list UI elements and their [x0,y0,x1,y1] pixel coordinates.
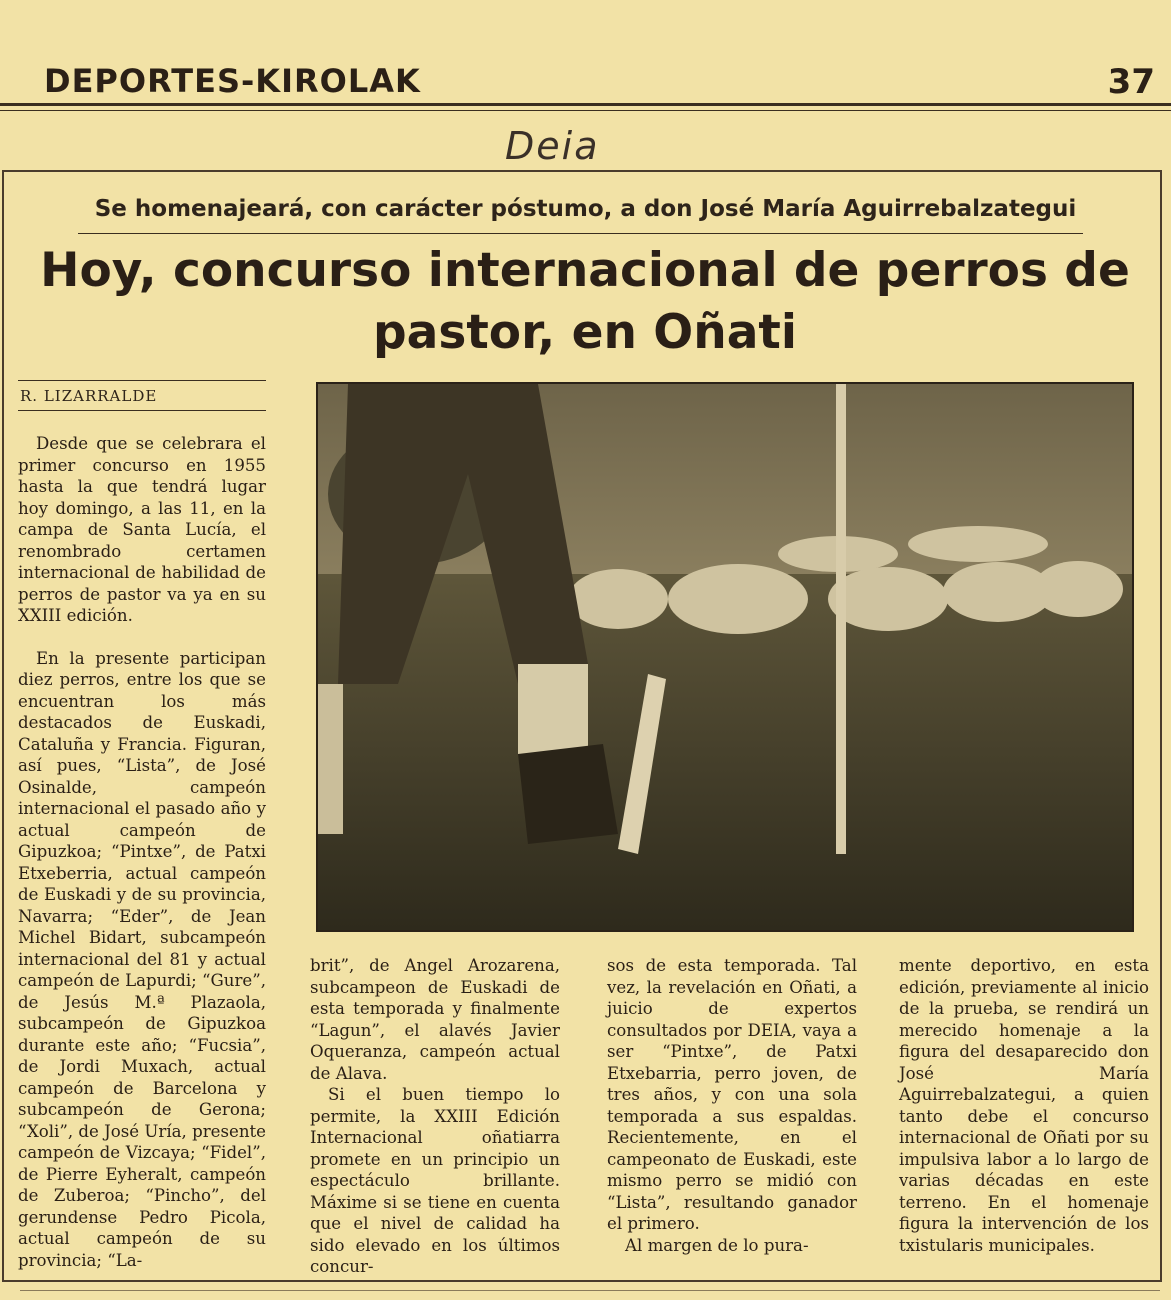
article-column-3 [607,955,857,1256]
headline-line-2: pastor, en Oñati [373,305,797,360]
section-title: DEPORTES-KIROLAK [44,62,421,100]
paragraph: sos de esta temporada. Tal vez, la revelación en Oñati, a juicio de expertos consultados por DEIA, vaya a ser “Pintxe”, de Patxi Etxebarria, perro joven, de tres años, y con una sola temporada a sus espaldas. Recientemente, en el campeonato de Euskadi, este mismo perro se midió con “Lista”, resultando ganador el primero. [607,956,857,1233]
photo-marker-pole [836,384,846,854]
header-rule-thin [0,110,1171,111]
article-kicker: Se homenajeará, con carácter póstumo, a don José María Aguirrebalzategui [94,196,1077,222]
handwritten-source-note: Deia [505,124,600,168]
paragraph: mente deportivo, en esta edición, previamente al inicio de la prueba, se rendirá un merecido homenaje a la figura del desaparecido don José María Aguirrebalzategui, a quien tanto debe el concurso internacional de Oñati por su impulsiva labor a lo largo de varias décadas en este terreno. En el homenaje figura la intervención de los txistularis municipales. [899,956,1149,1255]
paragraph: Si el buen tiempo lo permite, la XXIII Edición Internacional oñatiarra promete en un principio un espectáculo brillante. Máxime si se tiene en cuenta que el nivel de calidad ha sido elevado en los últimos concur- [310,1085,560,1276]
article-headline [40,240,1130,364]
headline-line-1: Hoy, concurso internacional de perros de [40,243,1130,298]
article-photo [316,382,1134,932]
photo-shepherd-and-sheep [318,384,1132,930]
paragraph: En la presente participan diez perros, entre los que se encuentran los más destacados de Euskadi, Cataluña y Francia. Figuran, así pues, “Lista”, de José Osinalde, campeón internacional el pasado año y actual campeón de Gipuzkoa; “Pintxe”, de Patxi Etxeberria, actual campeón de Euskadi y de su provincia, Navarra; “Eder”, de Jean Michel Bidart, subcampeón internacional del 81 y actual campeón de Lapurdi; “Gure”, de Jesús M.ª Plazaola, subcampeón de Gipuzkoa durante este año; “Fucsia”, de Jordi Muxach, actual campeón de Barcelona y subcampeón de Gerona; “Xoli”, de José Uría, presente campeón de Vizcaya; “Fidel”, de Pierre Eyheralt, campeón de Zuberoa; “Pincho”, del gerundense Pedro Picola, actual campeón de su provincia; “La- [18,648,266,1270]
article-byline: R. LIZARRALDE [20,387,158,405]
article-column-2 [310,955,560,1278]
header-rule [0,103,1171,106]
article-column-4 [899,955,1149,1256]
page-number: 37 [1107,62,1155,102]
kicker-rule [78,233,1083,234]
bottom-rule [20,1290,1160,1291]
article-column-1 [18,433,266,1271]
paragraph: brit”, de Angel Arozarena, subcampeon de Euskadi de esta temporada y finalmente “Lagun”, el alavés Javier Oqueranza, campeón actual de Alava. [310,956,560,1083]
paragraph: Desde que se celebrara el primer concurso en 1955 hasta la que tendrá lugar hoy domingo, a las 11, en la campa de Santa Lucía, el renombrado certamen internacional de habilidad de perros de pastor va ya en su XXIII edición. [18,434,266,625]
paragraph: Al margen de lo pura- [625,1235,809,1255]
